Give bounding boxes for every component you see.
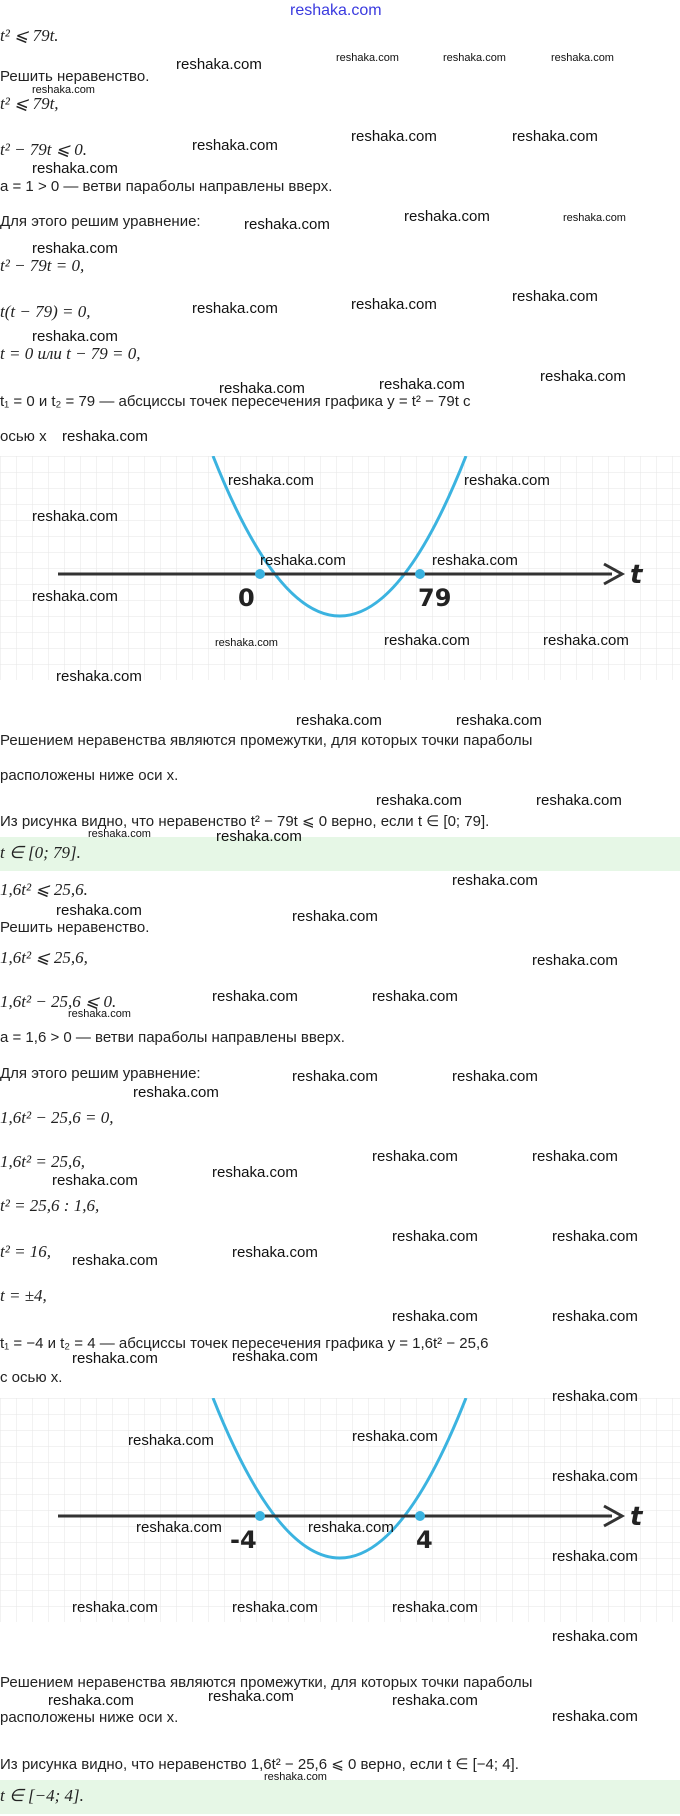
watermark: reshaka.com (212, 988, 298, 1005)
text-line: расположены ниже оси x. (0, 1709, 179, 1726)
root-point-left (255, 1511, 265, 1521)
parabola-graph-2 (0, 1398, 680, 1622)
watermark: reshaka.com (464, 472, 550, 489)
axis-label: t (630, 560, 643, 590)
text-line: расположены ниже оси x. (0, 767, 179, 784)
math-line: t² − 79t = 0, (0, 256, 85, 275)
watermark: reshaka.com (552, 1628, 638, 1645)
watermark: reshaka.com (32, 508, 118, 525)
text-line: осью x (0, 428, 47, 445)
math-line: t² = 25,6 : 1,6, (0, 1196, 100, 1215)
root-point-right (415, 569, 425, 579)
watermark: reshaka.com (392, 1599, 478, 1616)
math-line: t² = 16, (0, 1242, 52, 1261)
text-line: с осью x. (0, 1369, 63, 1386)
root-label-right: 4 (416, 1526, 433, 1554)
site-link[interactable]: reshaka.com (290, 2, 382, 19)
problem-statement: 1,6t² ⩽ 25,6. (0, 880, 88, 899)
watermark: reshaka.com (308, 1519, 394, 1536)
watermark: reshaka.com (68, 1008, 131, 1020)
watermark: reshaka.com (392, 1692, 478, 1709)
math-line: 1,6t² = 25,6, (0, 1152, 86, 1171)
watermark: reshaka.com (552, 1548, 638, 1565)
task-label: Решить неравенство. (0, 919, 150, 936)
watermark: reshaka.com (192, 300, 278, 317)
root-label-left: 0 (238, 584, 255, 612)
text-line: t₁ = 0 и t₂ = 79 — абсциссы точек пересечения графика y = t² − 79t с (0, 393, 471, 410)
math-line: t(t − 79) = 0, (0, 302, 91, 321)
watermark: reshaka.com (228, 472, 314, 489)
watermark: reshaka.com (232, 1244, 318, 1261)
watermark: reshaka.com (292, 1068, 378, 1085)
watermark: reshaka.com (88, 828, 151, 840)
watermark: reshaka.com (543, 632, 629, 649)
math-line: t² − 79t ⩽ 0. (0, 140, 88, 159)
watermark: reshaka.com (208, 1688, 294, 1705)
text-line: Для этого решим уравнение: (0, 1065, 201, 1082)
watermark: reshaka.com (32, 588, 118, 605)
watermark: reshaka.com (56, 668, 142, 685)
watermark: reshaka.com (392, 1308, 478, 1325)
watermark: reshaka.com (376, 792, 462, 809)
watermark: reshaka.com (551, 52, 614, 64)
watermark: reshaka.com (352, 1428, 438, 1445)
math-line: t = 0 или t − 79 = 0, (0, 344, 141, 363)
text-line: Из рисунка видно, что неравенство 1,6t² − 25,6 ⩽ 0 верно, если t ∈ [−4; 4]. (0, 1756, 519, 1773)
watermark: reshaka.com (552, 1468, 638, 1485)
watermark: reshaka.com (72, 1350, 158, 1367)
watermark: reshaka.com (244, 216, 330, 233)
watermark: reshaka.com (292, 908, 378, 925)
watermark: reshaka.com (52, 1172, 138, 1189)
watermark: reshaka.com (136, 1519, 222, 1536)
task-label: Решить неравенство. (0, 68, 150, 85)
watermark: reshaka.com (552, 1388, 638, 1405)
watermark: reshaka.com (456, 712, 542, 729)
problem-statement: t² ⩽ 79t. (0, 26, 59, 45)
watermark: reshaka.com (540, 368, 626, 385)
watermark: reshaka.com (264, 1771, 327, 1783)
watermark: reshaka.com (32, 328, 118, 345)
watermark: reshaka.com (48, 1692, 134, 1709)
answer-text: t ∈ [−4; 4]. (0, 1786, 84, 1805)
answer-box (0, 1780, 680, 1814)
watermark: reshaka.com (232, 1599, 318, 1616)
watermark: reshaka.com (532, 1148, 618, 1165)
watermark: reshaka.com (512, 288, 598, 305)
watermark: reshaka.com (296, 712, 382, 729)
watermark: reshaka.com (372, 988, 458, 1005)
watermark: reshaka.com (552, 1228, 638, 1245)
watermark: reshaka.com (32, 84, 95, 96)
root-point-right (415, 1511, 425, 1521)
text-line: t₁ = −4 и t₂ = 4 — абсциссы точек пересечения графика y = 1,6t² − 25,6 (0, 1335, 489, 1352)
watermark: reshaka.com (452, 872, 538, 889)
watermark: reshaka.com (563, 212, 626, 224)
watermark: reshaka.com (536, 792, 622, 809)
watermark: reshaka.com (219, 380, 305, 397)
watermark: reshaka.com (351, 296, 437, 313)
watermark: reshaka.com (552, 1308, 638, 1325)
watermark: reshaka.com (232, 1348, 318, 1365)
watermark: reshaka.com (216, 828, 302, 845)
text-line: a = 1 > 0 — ветви параболы направлены вверх. (0, 178, 333, 195)
root-point-left (255, 569, 265, 579)
answer-text: t ∈ [0; 79]. (0, 843, 81, 862)
watermark: reshaka.com (384, 632, 470, 649)
watermark: reshaka.com (56, 902, 142, 919)
watermark: reshaka.com (392, 1228, 478, 1245)
watermark: reshaka.com (452, 1068, 538, 1085)
watermark: reshaka.com (372, 1148, 458, 1165)
math-line: t = ±4, (0, 1286, 47, 1305)
text-line: Решением неравенства являются промежутки, для которых точки параболы (0, 732, 533, 749)
answer-box (0, 837, 680, 871)
watermark: reshaka.com (192, 137, 278, 154)
text-line: Для этого решим уравнение: (0, 213, 201, 230)
watermark: reshaka.com (32, 240, 118, 257)
watermark: reshaka.com (443, 52, 506, 64)
watermark: reshaka.com (552, 1708, 638, 1725)
root-label-left: -4 (230, 1526, 257, 1554)
text-line: Из рисунка видно, что неравенство t² − 79t ⩽ 0 верно, если t ∈ [0; 79]. (0, 813, 490, 830)
watermark: reshaka.com (133, 1084, 219, 1101)
watermark: reshaka.com (215, 637, 278, 649)
math-line: t² ⩽ 79t, (0, 94, 59, 113)
watermark: reshaka.com (260, 552, 346, 569)
text-line: a = 1,6 > 0 — ветви параболы направлены вверх. (0, 1029, 345, 1046)
watermark: reshaka.com (336, 52, 399, 64)
watermark: reshaka.com (212, 1164, 298, 1181)
watermark: reshaka.com (379, 376, 465, 393)
math-line: 1,6t² ⩽ 25,6, (0, 948, 88, 967)
watermark: reshaka.com (176, 56, 262, 73)
math-line: 1,6t² − 25,6 ⩽ 0. (0, 992, 117, 1011)
watermark: reshaka.com (432, 552, 518, 569)
watermark: reshaka.com (351, 128, 437, 145)
watermark: reshaka.com (62, 428, 148, 445)
math-line: 1,6t² − 25,6 = 0, (0, 1108, 114, 1127)
watermark: reshaka.com (128, 1432, 214, 1449)
watermark: reshaka.com (72, 1599, 158, 1616)
watermark: reshaka.com (512, 128, 598, 145)
watermark: reshaka.com (532, 952, 618, 969)
watermark: reshaka.com (72, 1252, 158, 1269)
text-line: Решением неравенства являются промежутки, для которых точки параболы (0, 1674, 533, 1691)
axis-label: t (630, 1502, 643, 1532)
watermark: reshaka.com (404, 208, 490, 225)
root-label-right: 79 (418, 584, 452, 612)
watermark: reshaka.com (32, 160, 118, 177)
